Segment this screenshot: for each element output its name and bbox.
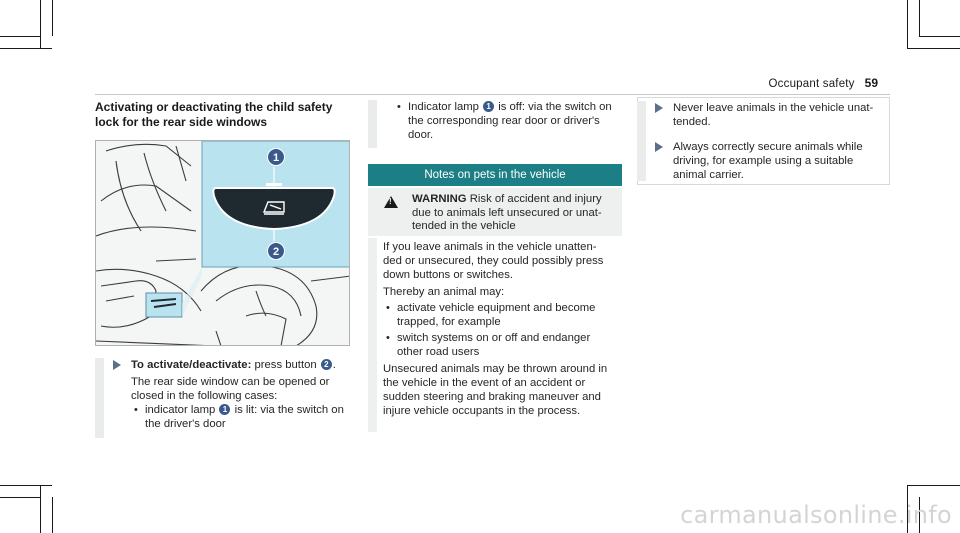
list-item [131,403,357,431]
crop-mark [907,48,960,49]
door-switch-figure [95,140,350,346]
instruction-paragraph [113,375,357,403]
instruction-text: press button [251,359,320,371]
text-line: closed in the following cases: [131,390,278,402]
text-line: door. [408,129,434,141]
text-line: the vehicle in the event of an accident or [383,377,586,389]
warning-label: WARNING [412,193,467,205]
instruction-label: To activate/deactivate: [131,359,252,371]
section-title: Occupant safety [768,78,855,90]
crop-mark [0,48,52,49]
column-1 [95,100,357,130]
crop-mark [52,0,53,36]
paragraph [383,240,622,282]
text-fragment: is off: via the switch on [495,101,612,113]
text-line: Never leave animals in the vehicle unat- [673,102,874,114]
step-arrow-icon [113,360,121,370]
text-line: injure vehicle occupants in the process. [383,405,581,417]
text-line: animal carrier. [673,169,744,181]
text-line: sudden steering and braking maneuver and [383,391,601,403]
callout-2: 2 [267,242,285,260]
text-line: tended. [673,116,711,128]
text-line: trapped, for example [397,316,501,328]
tip-item [655,140,890,182]
step-arrow-icon [655,103,663,113]
running-head [769,76,878,90]
crop-mark [907,485,960,486]
continued-list-block [368,100,622,148]
warning-triangle-icon [384,196,398,208]
text-line: ded or unsecured, they could possibly press [383,255,604,267]
callout-ref-1: 1 [483,101,494,112]
heading-line: lock for the rear side windows [95,115,268,129]
text-line: Unsecured animals may be thrown around in [383,363,608,375]
text-line: tended in the vehicle [412,220,516,232]
text-line: driving, for example using a suitable [673,155,854,167]
instruction-block [95,358,357,438]
paragraph: Thereby an animal may: [383,286,505,298]
list-item [383,331,622,359]
callout-ref-2: 2 [321,359,332,370]
crop-mark [40,0,41,48]
paragraph [383,362,622,418]
instruction-end: . [332,359,336,371]
text-fragment: Indicator lamp [408,101,483,113]
text-line: the corresponding rear door or driver's [408,115,600,127]
text-fragment: Risk of accident and injury [466,193,602,205]
step-arrow-icon [655,142,663,152]
page-number: 59 [864,76,878,90]
text-fragment: is lit: via the switch on [231,404,344,416]
instruction-step [113,358,357,372]
crop-mark [907,0,908,48]
watermark: carmanualsonline.info [680,501,952,529]
crop-mark [919,0,920,36]
crop-mark [52,497,53,533]
callout-ref-1: 1 [219,404,230,415]
heading-line: Activating or deactivating the child safety [95,100,333,114]
crop-mark [0,485,52,486]
text-line: Always correctly secure animals while [673,141,863,153]
text-line: The rear side window can be opened or [131,376,330,388]
text-line: other road users [397,346,480,358]
text-line: • activate vehicle equipment and become [397,302,596,314]
text-line: down buttons or switches. [383,269,513,281]
tip-item [655,101,890,129]
warning-text [412,193,617,234]
list-item [394,100,622,142]
text-line: If you leave animals in the vehicle unatten- [383,241,597,253]
list-item [383,301,622,329]
header-rule [95,94,890,95]
warning-body [368,238,622,432]
text-line: the driver's door [145,418,226,430]
notes-title-bar: Notes on pets in the vehicle [368,164,622,186]
callout-1: 1 [267,148,285,166]
text-line: • switch systems on or off and endanger [397,332,591,344]
section-heading [95,100,357,130]
crop-mark [40,485,41,533]
pet-tips-list [637,101,890,181]
text-line: due to animals left unsecured or unat- [412,206,602,219]
crop-mark [919,36,960,37]
interior-illustration [96,141,350,346]
crop-mark [0,36,40,37]
crop-mark [0,497,40,498]
text-fragment: indicator lamp [145,404,219,416]
